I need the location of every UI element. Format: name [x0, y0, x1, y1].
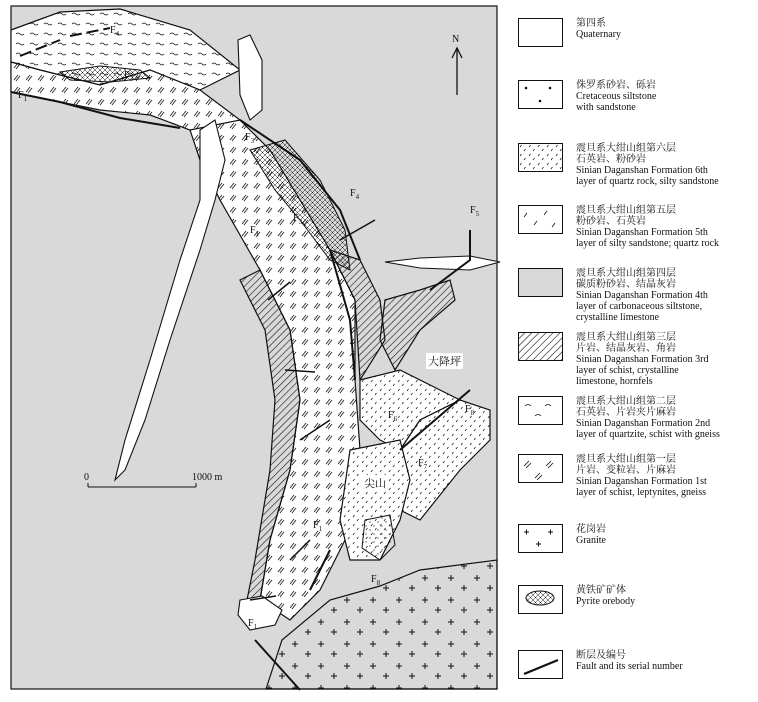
fault-label-f1-bottom: $F_1$	[248, 618, 258, 631]
legend-text-granite: 花岗岩 Granite	[576, 524, 606, 546]
place-jianshan: 尖山	[362, 475, 388, 491]
fault-label-f4: $F_4$	[110, 25, 120, 38]
cretaceous-swatch	[518, 80, 563, 109]
legend-text-quaternary: 第四系 Quaternary	[576, 18, 621, 40]
legend-text-formation-1: 震旦系大绀山组第一层 片岩、变粒岩、片麻岩 Sinian Daganshan Formation 1st layer of schist, leptynites, gneiss	[576, 454, 707, 498]
fault-label-f3-core: $F_3$	[293, 213, 303, 226]
fault-label-f8-south: $F_8$	[371, 574, 381, 587]
fault-label-f5: $F_5$	[470, 205, 480, 218]
legend-text-formation-6: 震旦系大绀山组第六层 石英岩、粉砂岩 Sinian Daganshan Formation 6th layer of quartz rock, silty sandstone	[576, 143, 719, 187]
pyrite-swatch	[518, 585, 563, 614]
fault-label-f1-north: $F_1$	[18, 90, 28, 103]
legend-text-formation-5: 震旦系大绀山组第五层 粉砂岩、石英岩 Sinian Daganshan Formation 5th layer of silty sandstone; quartz rock	[576, 205, 720, 249]
legend	[512, 0, 758, 702]
formation-4-swatch	[518, 268, 563, 297]
fault-label-f1-mid: $F_1$	[250, 225, 260, 238]
fault-label-f3-mid: $F_3$	[245, 132, 255, 145]
fault-swatch	[518, 650, 563, 679]
north-label: N	[452, 34, 460, 45]
formation-2-swatch	[518, 396, 563, 425]
formation-3-swatch	[518, 332, 563, 361]
place-dajiangping: 大降坪	[426, 353, 463, 369]
legend-text-formation-3: 震旦系大绀山组第三层 片岩、结晶灰岩、角岩 Sinian Daganshan Formation 3rd layer of schist, crystalline limestone, hornfels	[576, 332, 709, 387]
legend-text-cretaceous: 侏罗系砂岩、砾岩 Cretaceous siltstone with sandstone	[576, 80, 657, 113]
fault-label-f7: $F_7$	[418, 458, 428, 471]
fault-label-f4-mid: $F_4$	[350, 188, 360, 201]
fault-label-f1-south: $F_1$	[313, 520, 323, 533]
fault-label-f6: $F_6$	[388, 410, 398, 423]
quaternary-swatch	[518, 18, 563, 47]
fault-label-f8-east: $F_8$	[465, 404, 475, 417]
granite-swatch	[518, 524, 563, 553]
scale-start-label: 0	[84, 472, 89, 483]
legend-text-formation-4: 震旦系大绀山组第四层 碳质粉砂岩、结晶灰岩 Sinian Daganshan Formation 4th layer of carbonaceous siltstone, crystalline limestone	[576, 268, 708, 323]
legend-text-formation-2: 震旦系大绀山组第二层 石英岩、片岩夹片麻岩 Sinian Daganshan Formation 2nd layer of quartzite, schist with gneiss	[576, 396, 720, 440]
fault-label-f3: $F_3$	[124, 70, 134, 83]
formation-5-swatch	[518, 205, 563, 234]
scale-end-label: 1000 m	[192, 472, 223, 483]
legend-text-pyrite: 黄铁矿矿体 Pyrite orebody	[576, 585, 636, 607]
formation-6-swatch	[518, 143, 563, 172]
formation-1-swatch	[518, 454, 563, 483]
legend-text-fault: 断层及编号 Fault and its serial number	[576, 650, 683, 672]
